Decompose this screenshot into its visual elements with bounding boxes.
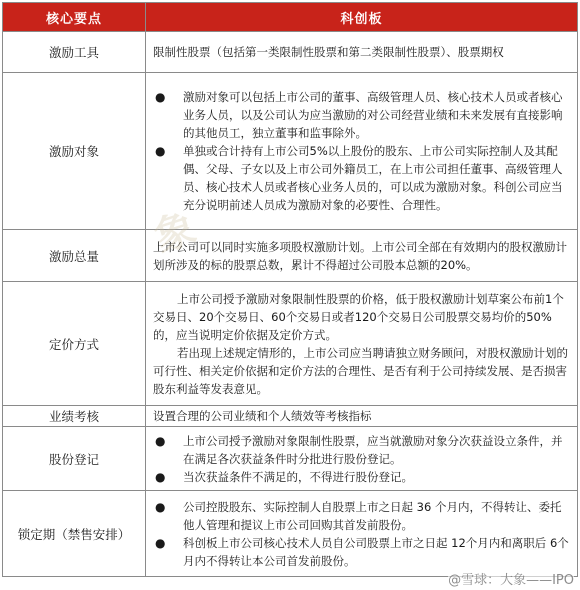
table-row [3,406,578,427]
bullet-item [153,468,571,486]
table-header-row [3,3,578,32]
row-value [146,491,578,577]
row-value [146,32,578,73]
table-row [3,427,578,491]
row-key-performance: 业绩考核 [3,406,146,427]
comparison-table [2,2,578,577]
source-credit: @雪球：大象——IPO [448,569,574,588]
row-key-lockup: 锁定期（禁售安排） [3,491,146,577]
row-key-incentive-total: 激励总量 [3,230,146,282]
bullet-text: 公司控股股东、实际控制人自股票上市之日起 36 个月内，不得转让、委托他人管理和提议上市公司回购其首发前股份。 [183,499,562,532]
row-value [146,427,578,491]
bullet-item [153,88,571,142]
bullet-text: 当次获益条件不满足的，不得进行股份登记。 [183,469,413,484]
bullet-item [153,432,571,468]
table-row [3,73,578,230]
bullet-text: 科创板上市公司核心技术人员自公司股票上市之日起 12个月内和离职后 6个月内不得转让本公司首发前股份。 [183,535,569,568]
table-row [3,282,578,406]
row-key-pricing: 定价方式 [3,282,146,406]
table-row [3,230,578,282]
cell-text: 上市公司可以同时实施多项股权激励计划。上市公司全部在有效期内的股权激励计划所涉及的标的股票总数，累计不得超过公司股本总额的20%。 [153,239,567,272]
row-key-incentive-target: 激励对象 [3,73,146,230]
bullet-icon: ● [155,535,166,550]
bullet-icon: ● [155,90,166,104]
bullet-item [153,534,571,570]
cell-text: 设置合理的公司业绩和个人绩效等考核指标 [153,409,372,423]
bullet-icon: ● [155,144,166,158]
table-row [3,491,578,577]
row-value [146,282,578,406]
paragraph: 上市公司授予激励对象限制性股票的价格，低于股权激励计划草案公布前1个交易日、20个交易日、60个交易日或者120个交易日公司股票交易均价的50%的，应当说明定价依据及定价方式。 [153,291,564,342]
row-value [146,230,578,282]
row-value [146,406,578,427]
row-value [146,73,578,230]
cell-text: 限制性股票（包括第一类限制性股票和第二类限制性股票）、股票期权 [153,45,504,59]
bullet-icon: ● [155,433,166,448]
bullet-text: 单独或合计持有上市公司5%以上股份的股东、上市公司实际控制人及其配偶、父母、子女以及上市公司外籍员工，在上市公司担任董事、高级管理人员、核心技术人员或者核心业务人员的，可以成为激励对象。科创公司应当充分说明前述人员成为激励对象的必要性、合理性。 [183,144,563,212]
watermark: 象 [149,205,202,262]
paragraph: 若出现上述规定情形的，上市公司应当聘请独立财务顾问，对股权激励计划的可行性、相关定价依据和定价方法的合理性、是否有利于公司持续发展、是否损害股东利益等发表意见。 [153,345,568,396]
bullet-text: 激励对象可以包括上市公司的董事、高级管理人员、核心技术人员或者核心业务人员，以及公司认为应当激励的对公司经营业绩和未来发展有直接影响的其他员工，独立董事和监事除外。 [183,90,563,140]
header-star-market: 科创板 [146,3,578,32]
row-key-incentive-tool: 激励工具 [3,32,146,73]
header-key: 核心要点 [3,3,146,32]
bullet-icon: ● [155,499,166,514]
bullet-item [153,142,571,214]
bullet-icon: ● [155,469,166,484]
row-key-registration: 股份登记 [3,427,146,491]
bullet-text: 上市公司授予激励对象限制性股票，应当就激励对象分次获益设立条件，并在满足各次获益条件时分批进行股份登记。 [183,433,563,466]
table-row [3,32,578,73]
bullet-item [153,498,571,534]
